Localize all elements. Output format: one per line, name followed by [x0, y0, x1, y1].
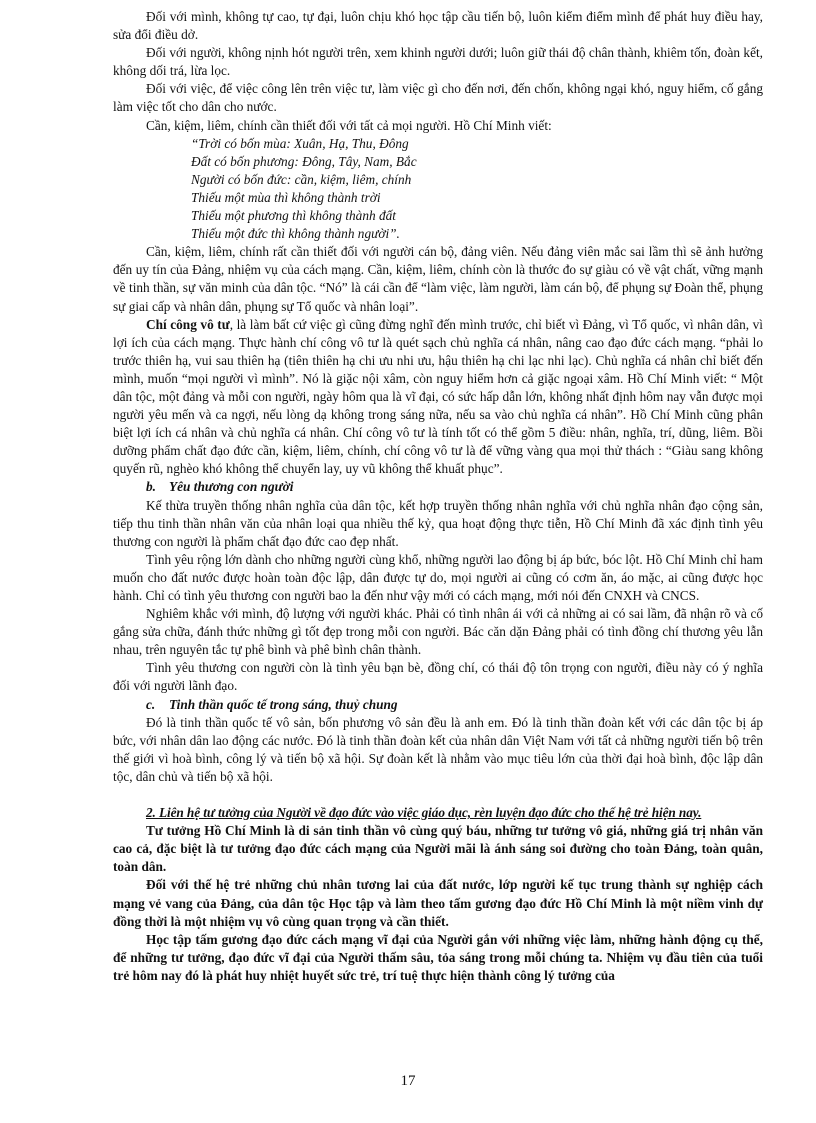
poem-line: Người có bốn đức: cần, kiệm, liêm, chính [191, 171, 412, 187]
paragraph-self: Đối với mình, không tự cao, tự đại, luôn chịu khó học tập cầu tiến bộ, luôn kiểm điểm mình để phát huy điều hay, sửa đổi điều dở. [113, 9, 763, 43]
subheading-text: Yêu thương con người [169, 479, 294, 495]
subheading-c [146, 696, 763, 714]
subheading-b [146, 478, 763, 496]
paragraph-chi-cong-body: , là làm bất cứ việc gì cũng đừng nghĩ đến mình trước, chỉ biết vì Đảng, vì Tổ quốc, vì nhân dân, vì lợi ích của cách mạng. Thực hành chí công vô tư là quét sạch chủ nghĩa cá nhân, nâng cao đạo đức cách mạng. “phải lo trước thiên hạ, vui sau thiên hạ (tiên thiên hạ chi ưu nhi ưu, hậu thiên hạ chi lạc nhi lạc). Chủ nghĩa cá nhân chỉ biết đến mình, muốn “mọi người vì mình”. Nó là giặc nội xâm, còn nguy hiểm hơn cả giặc ngoại xâm. Hồ Chí Minh viết: “ Một dân tộc, một đảng và mỗi con người, ngày hôm qua là vĩ đại, có sức hấp dẫn lớn, không nhất định hôm nay vẫn được mọi người yêu mến và ca ngợi, nếu lòng dạ không trong sáng nữa, nếu sa vào chủ nghĩa cá nhân”. Hồ Chí Minh cũng phân biệt lợi ích cá nhân và chủ nghĩa cá nhân. Chí công vô tư là tính tốt có thể gồm 5 điều: nhân, nghĩa, trí, dũng, liêm. Bồi dưỡng phẩm chất đạo đức cần, kiệm, liêm, chính, chí công vô tư là để vững vàng qua mọi thử thách : “Giàu sang không quyến rũ, nghèo khó không thể chuyển lay, uy vũ không thể khuất phục”. [113, 316, 763, 477]
paragraph-love-people: Kế thừa truyền thống nhân nghĩa của dân tộc, kết hợp truyền thống nhân nghĩa với chủ nghĩa nhân đạo cộng sản, tiếp thu tinh thần nhân văn của nhân loại qua nhiều thế kỷ, qua hoạt động thực tiễn, Hồ Chí Minh đã xác định tình yêu thương con người là phẩm chất đạo đức cao đẹp nhất. [113, 497, 763, 549]
poem-line: Thiếu một phương thì không thành đất [191, 208, 396, 224]
subheading-text: Tinh thần quốc tế trong sáng, thuỷ chung [169, 696, 398, 712]
poem-line: “Trời có bốn mùa: Xuân, Hạ, Thu, Đông [191, 135, 409, 151]
poem-line: Thiếu một mùa thì không thành trời [191, 189, 381, 205]
paragraph-cadre: Cần, kiệm, liêm, chính rất cần thiết đối với người cán bộ, đảng viên. Nếu đảng viên mắc sai lầm thì sẽ ảnh hưởng đến uy tín của Đảng, nhiệm vụ của cách mạng. Cần, kiệm, liêm, chính còn là thước đo sự giàu có về vật chất, vững mạnh về tinh thần, sự văn minh của dân tộc. “Nó” là cái cần để “làm việc, làm người, làm cán bộ, để phụng sự Đoàn thể, phụng sự giai cấp và nhân dân, phụng sự Tổ quốc và nhân loại”. [113, 244, 763, 314]
paragraph-can-kiem: Cần, kiệm, liêm, chính cần thiết đối với tất cả mọi người. Hồ Chí Minh viết: [146, 117, 552, 133]
subheading-letter: b. [146, 479, 156, 495]
paragraph-study: Học tập tấm gương đạo đức cách mạng vĩ đại của Người gắn với những việc làm, những hành động cụ thể, để những tư tưởng, đạo đức vĩ đại của Người thấm sâu, tỏa sáng trong mỗi chúng ta. Nhiệm vụ đầu tiên của tuổi trẻ hôm nay đó là phát huy nhiệt huyết sức trẻ, trí tuệ thực hiện thành công lý tưởng của [113, 931, 763, 983]
paragraph-heritage: Tư tưởng Hồ Chí Minh là di sản tinh thần vô cùng quý báu, những tư tưởng vô giá, những giá trị nhân văn cao cả, đặc biệt là tư tưởng đạo đức cách mạng của Người mãi là ánh sáng soi đường cho toàn Đảng, toàn quân, toàn dân. [113, 823, 763, 875]
paragraph-love-poor: Tình yêu rộng lớn dành cho những người cùng khổ, những người lao động bị áp bức, bóc lột. Hồ Chí Minh chỉ ham muốn cho đất nước được hoàn toàn độc lập, dân được tự do, mọi người ai cũng có cơm ăn, áo mặc, ai cũng được học hành. Chỉ có tình yêu thương con người bao la đến như vậy mới có cách mạng, mới nói đến CNXH và CNCS. [113, 551, 763, 603]
paragraph-chi-cong-vo-tu [113, 316, 763, 479]
paragraph-work: Đối với việc, để việc công lên trên việc tư, làm việc gì cho đến nơi, đến chốn, không ngại khó, nguy hiểm, cố gắng làm việc tốt cho dân cho nước. [113, 81, 763, 115]
section-heading-2: 2. Liên hệ tư tưởng của Người về đạo đức vào việc giáo dục, rèn luyện đạo đức cho thế hệ trẻ hiện nay. [146, 805, 702, 821]
poem-line: Thiếu một đức thì không thành người”. [191, 226, 400, 242]
paragraph-internationalism: Đó là tinh thần quốc tế vô sản, bốn phương vô sản đều là anh em. Đó là tinh thần đoàn kết với các dân tộc bị áp bức, với nhân dân lao động các nước. Đó là tinh thần đoàn kết của nhân dân Việt Nam với tất cả những người tiến bộ trên thế giới vì hoà bình, công lý và tiến bộ xã hội. Sự đoàn kết là nhằm vào mục tiêu lớn của thời đại hoà bình, độc lập dân tộc, dân chủ và tiến bộ xã hội. [113, 714, 763, 784]
paragraph-youth: Đối với thế hệ trẻ những chủ nhân tương lai của đất nước, lớp người kế tục trung thành sự nghiệp cách mạng vẻ vang của Đảng, của dân tộc Học tập và làm theo tấm gương đạo đức Hồ Chí Minh là một niềm vinh dự đồng thời là một nhiệm vụ vô cùng quan trọng và cần thiết. [113, 877, 763, 929]
subheading-letter: c. [146, 696, 156, 712]
poem-line: Đất có bốn phương: Đông, Tây, Nam, Bắc [191, 153, 417, 169]
paragraph-comrades: Tình yêu thương con người còn là tình yêu bạn bè, đồng chí, có thái độ tôn trọng con người, điều này có ý nghĩa đối với người lãnh đạo. [113, 660, 763, 694]
term-chi-cong-vo-tu: Chí công vô tư [146, 316, 230, 332]
paragraph-strict: Nghiêm khắc với mình, độ lượng với người khác. Phải có tình nhân ái với cả những ai có sai lầm, đã nhận rõ và cố gắng sửa chữa, đánh thức những gì tốt đẹp trong mỗi con người. Bác căn dặn Đảng phải có tình đồng chí thương yêu lẫn nhau, trên nguyên tắc tự phê bình và phê bình chân thành. [113, 606, 763, 658]
page-number: 17 [400, 1073, 416, 1089]
document-page [113, 8, 763, 985]
paragraph-others: Đối với người, không nịnh hót người trên, xem khinh người dưới; luôn giữ thái độ chân thành, khiêm tốn, đoàn kết, không dối trá, lừa lọc. [113, 45, 763, 79]
